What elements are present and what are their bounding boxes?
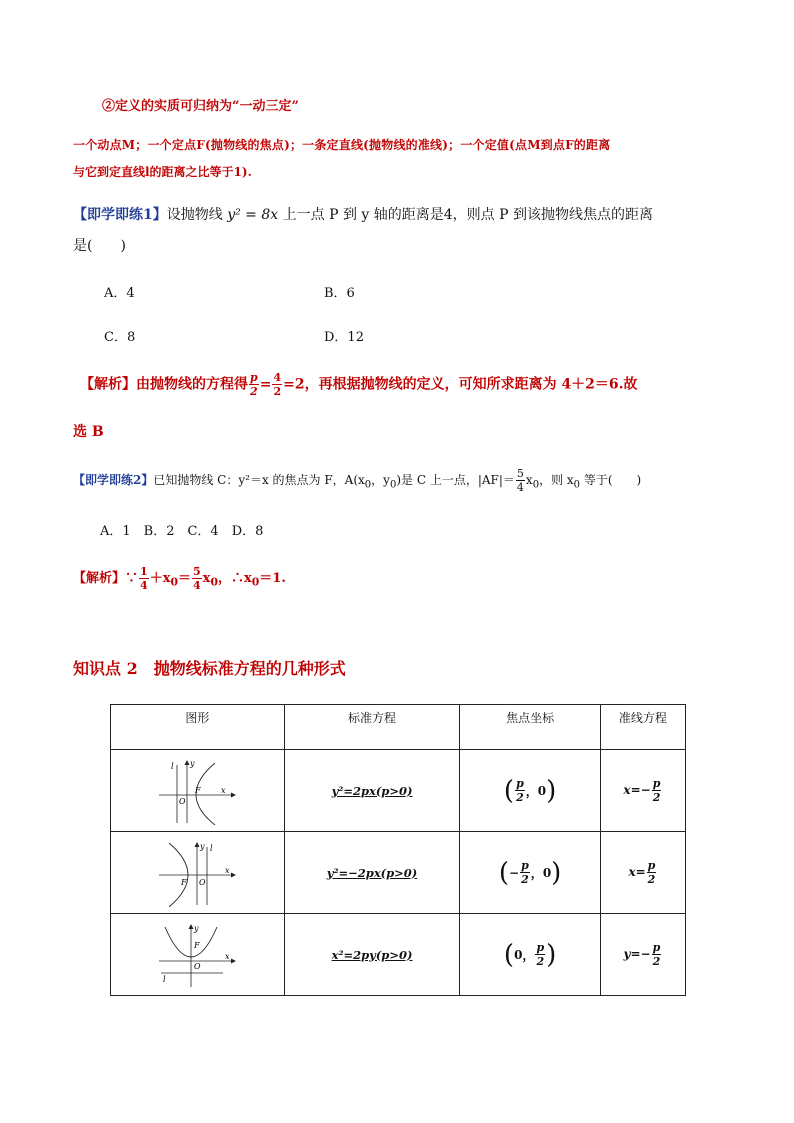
x-axis-arrow <box>231 792 236 797</box>
standard-equation: x²=2py(p>0) <box>331 947 413 962</box>
label-origin: O <box>194 961 201 971</box>
parabola-right-graph <box>157 757 237 825</box>
directrix-cell <box>600 914 685 996</box>
label-origin: O <box>179 796 186 806</box>
fraction-numerator: 5 <box>193 565 201 578</box>
left-paren: ( <box>503 775 515 806</box>
example-1-fraction-4-over-2 <box>272 372 282 397</box>
example-1-solution-tag: 【解析】 <box>80 376 136 393</box>
equation-cell <box>284 914 460 996</box>
focus-y-fraction <box>535 942 545 967</box>
example-2-text-b: ，y <box>371 473 390 487</box>
label-x: x <box>225 951 230 961</box>
subscript: 0 <box>210 575 218 589</box>
example-1-option-b: B．6 <box>324 286 355 301</box>
example-2-solution-fraction-5-over-4 <box>192 566 202 591</box>
equals-sign: = <box>259 376 272 393</box>
fraction-denominator: 2 <box>647 873 656 886</box>
focus-x-fraction <box>520 860 530 885</box>
label-y: y <box>190 758 195 768</box>
table-row <box>111 914 686 996</box>
header-focus-coordinates: 焦点坐标 <box>460 705 600 750</box>
example-1-solution-text-b: =2，再根据抛物线的定义，可知所求距离为 4＋2＝6.故 <box>283 376 638 393</box>
focus-y: 0 <box>537 783 547 798</box>
example-1-text-b: 上一点 P 到 y 轴的距离是4，则点 P 到该抛物线焦点的距离 <box>282 207 653 223</box>
example-1-text-a: 设抛物线 <box>166 207 223 223</box>
x-axis-arrow <box>231 958 236 963</box>
label-l: l <box>171 761 174 771</box>
focus-x: 0 <box>514 947 523 962</box>
fraction-numerator: p <box>536 941 545 954</box>
example-1-tag: 【即学即练1】 <box>73 207 167 223</box>
fraction-denominator: 4 <box>516 481 524 494</box>
example-1-solution-text-a: 由抛物线的方程得 <box>136 376 248 393</box>
label-l: l <box>163 974 166 984</box>
example-1-option-c: C．8 <box>104 330 136 345</box>
separator: ， <box>522 948 535 962</box>
equals-sign: ＝ <box>178 571 192 586</box>
because-symbol: ∵ <box>125 571 139 586</box>
example-1-solution <box>80 372 638 397</box>
focus-y: 0 <box>542 865 552 880</box>
graph-cell <box>111 914 285 996</box>
example-2-text-a: 已知抛物线 C：y²＝x 的焦点为 F，A(x <box>153 473 365 487</box>
fraction-denominator: 4 <box>193 579 201 592</box>
subscript: 0 <box>573 479 581 491</box>
table-row <box>111 832 686 914</box>
table-row <box>111 750 686 832</box>
subscript: 0 <box>389 479 397 491</box>
label-y: y <box>194 923 199 933</box>
header-graph: 图形 <box>111 705 285 750</box>
standard-equation: y²=2px(p>0) <box>331 783 413 798</box>
separator: ， <box>525 784 538 798</box>
section-heading: ②定义的实质可归纳为“一动三定” <box>102 99 299 114</box>
y-axis-arrow <box>195 842 200 847</box>
directrix-lhs: y=− <box>623 947 651 961</box>
definition-line-2: 与它到定直线l的距离之比等于1). <box>73 165 252 179</box>
directrix-lhs: x= <box>628 865 646 879</box>
x-axis-arrow <box>231 872 236 877</box>
example-1-equation: y² = 8x <box>227 207 279 223</box>
directrix-cell <box>600 832 685 914</box>
graph-cell <box>111 832 285 914</box>
example-2-question <box>73 468 641 493</box>
fraction-denominator: 2 <box>516 791 524 804</box>
left-paren: ( <box>498 857 510 888</box>
subscript: 0 <box>251 575 260 589</box>
solution-text-a: ＋x <box>149 571 171 586</box>
focus-cell <box>460 914 600 996</box>
definition-line-1: 一个动点M；一个定点F(抛物线的焦点)；一条定直线(抛物线的准线)；一个定值(点M到点F的距离 <box>73 138 611 152</box>
example-2-text-e: ，则 x <box>539 473 574 487</box>
focus-cell <box>460 750 600 832</box>
directrix-fraction <box>647 860 657 885</box>
example-1-option-d: D．12 <box>324 330 364 345</box>
example-2-text-d: x <box>525 473 533 487</box>
header-standard-equation: 标准方程 <box>284 705 460 750</box>
left-paren: ( <box>503 939 515 970</box>
minus-sign: − <box>509 865 520 880</box>
example-2-fraction-5-over-4 <box>516 468 525 493</box>
table-header-row <box>111 705 686 750</box>
fraction-denominator: 2 <box>273 385 282 398</box>
example-1-question <box>73 204 653 224</box>
focus-cell <box>460 832 600 914</box>
example-2-tag: 【即学即练2】 <box>73 473 154 487</box>
y-axis-arrow <box>189 924 194 929</box>
example-2-solution-tag: 【解析】 <box>73 571 126 586</box>
example-1-solution-line-2: 选 B <box>73 424 104 440</box>
fraction-numerator: p <box>521 859 529 872</box>
label-y: y <box>200 841 205 851</box>
fraction-denominator: 2 <box>652 791 661 804</box>
solution-text-c: ，∴x <box>217 571 252 586</box>
y-axis-arrow <box>185 760 190 765</box>
subscript: 0 <box>532 479 540 491</box>
fraction-numerator: 5 <box>516 467 524 480</box>
right-paren: ) <box>546 939 557 970</box>
label-x: x <box>225 865 230 875</box>
right-paren: ) <box>551 857 562 888</box>
right-paren: ) <box>546 775 557 806</box>
equation-cell <box>284 750 460 832</box>
label-x: x <box>221 785 226 795</box>
directrix-cell <box>600 750 685 832</box>
solution-text-d: ＝1. <box>259 571 286 586</box>
fraction-numerator: p <box>647 859 656 872</box>
example-1-fraction-p-over-2 <box>249 372 259 397</box>
graph-cell <box>111 750 285 832</box>
example-2-text-f: 等于( ) <box>580 473 642 487</box>
separator: ， <box>530 866 543 880</box>
focus-x-fraction <box>515 778 525 803</box>
example-2-text-c: )是 C 上一点，|AF|＝ <box>396 473 515 487</box>
fraction-numerator: p <box>652 777 661 790</box>
fraction-denominator: 2 <box>521 873 529 886</box>
example-2-solution <box>73 566 286 591</box>
fraction-denominator: 4 <box>140 579 148 592</box>
example-1-option-a: A．4 <box>104 286 135 301</box>
fraction-denominator: 2 <box>652 955 661 968</box>
example-2-options: A．1 B．2 C．4 D．8 <box>100 524 264 539</box>
parabola-left-graph <box>157 839 237 907</box>
label-focus: F <box>181 877 187 887</box>
label-origin: O <box>199 877 206 887</box>
fraction-numerator: p <box>516 777 524 790</box>
label-focus: F <box>194 940 200 950</box>
directrix-lhs: x=− <box>623 783 651 797</box>
label-focus: F <box>195 785 201 795</box>
fraction-numerator: 1 <box>140 565 148 578</box>
standard-forms-table <box>110 704 686 996</box>
directrix-fraction <box>652 778 662 803</box>
subscript: 0 <box>364 479 372 491</box>
fraction-numerator: p <box>250 371 258 384</box>
parabola-up-graph <box>157 921 237 989</box>
fraction-numerator: 4 <box>273 371 282 384</box>
example-2-solution-fraction-1-over-4 <box>139 566 149 591</box>
example-1-question-line-2: 是( ) <box>73 238 126 254</box>
label-l: l <box>210 843 213 853</box>
standard-equation: y²=−2px(p>0) <box>326 865 418 880</box>
fraction-numerator: p <box>652 941 661 954</box>
directrix-fraction <box>652 942 662 967</box>
equation-cell <box>284 832 460 914</box>
header-directrix-equation: 准线方程 <box>600 705 685 750</box>
subscript: 0 <box>170 575 178 589</box>
fraction-denominator: 2 <box>536 955 545 968</box>
fraction-denominator: 2 <box>250 385 258 398</box>
knowledge-point-2-title: 知识点 2 抛物线标准方程的几种形式 <box>73 659 346 678</box>
solution-text-b: x <box>202 571 211 586</box>
